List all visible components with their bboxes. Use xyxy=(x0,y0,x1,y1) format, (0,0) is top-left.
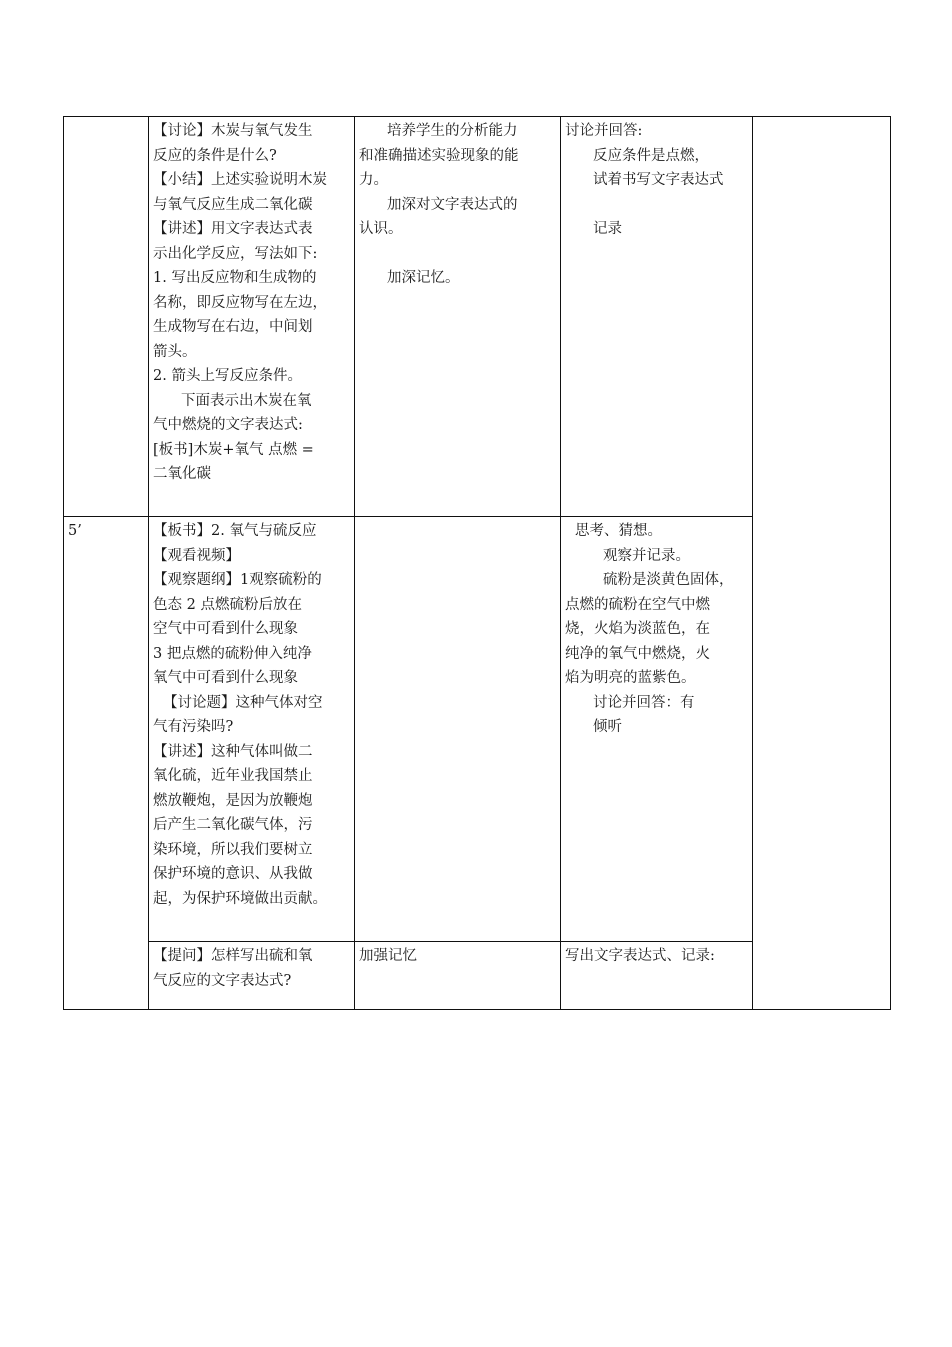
table-row xyxy=(64,117,891,517)
time-cell: 5’ xyxy=(64,517,149,1010)
design-intent-cell: 加强记忆 xyxy=(355,942,561,1010)
student-activity-cell: 讨论并回答: 反应条件是点燃， 试着书写文字表达式 记录 xyxy=(561,117,753,517)
design-intent-cell: 培养学生的分析能力 和准确描述实验现象的能 力。 加深对文字表达式的 认识。 加深记忆。 xyxy=(355,117,561,517)
student-activity-cell: 思考、猜想。 观察并记录。 硫粉是淡黄色固体， 点燃的硫粉在空气中燃 烧，火焰为淡蓝色，在 纯净的氧气中燃烧，火 焰为明亮的蓝紫色。 讨论并回答：有 倾听 xyxy=(561,517,753,942)
teacher-activity-cell: 【讨论】木炭与氧气发生 反应的条件是什么? 【小结】上述实验说明木炭 与氧气反应生成二氧化碳 【讲述】用文字表达式表 示出化学反应，写法如下: 1. 写出反应物和生成物的 名称，即反应物写在左边， 生成物写在右边，中间划 箭头。 2. 箭头上写反应条件。 下面表示出木炭在氧 气中燃烧的文字表达式: [板书]木炭+氧气 点燃 = 二氧化碳 xyxy=(149,117,355,517)
student-activity-cell: 写出文字表达式、记录: xyxy=(561,942,753,1010)
time-cell xyxy=(64,117,149,517)
teacher-activity-cell: 【板书】2. 氧气与硫反应 【观看视频】 【观察题纲】1观察硫粉的 色态 2 点燃硫粉后放在 空气中可看到什么现象 3 把点燃的硫粉伸入纯净 氧气中可看到什么现象 【讨论题】这种气体对空 气有污染吗? 【讲述】这种气体叫做二 氧化硫，近年业我国禁止 燃放鞭炮，是因为放鞭炮 后产生二氧化碳气体，污 染环境，所以我们要树立 保护环境的意识、从我做 起，为保护环境做出贡献。 xyxy=(149,517,355,942)
teacher-activity-cell: 【提问】怎样写出硫和氧 气反应的文字表达式? xyxy=(149,942,355,1010)
notes-cell xyxy=(753,117,891,1010)
lesson-plan-table xyxy=(63,116,891,1010)
design-intent-cell xyxy=(355,517,561,942)
